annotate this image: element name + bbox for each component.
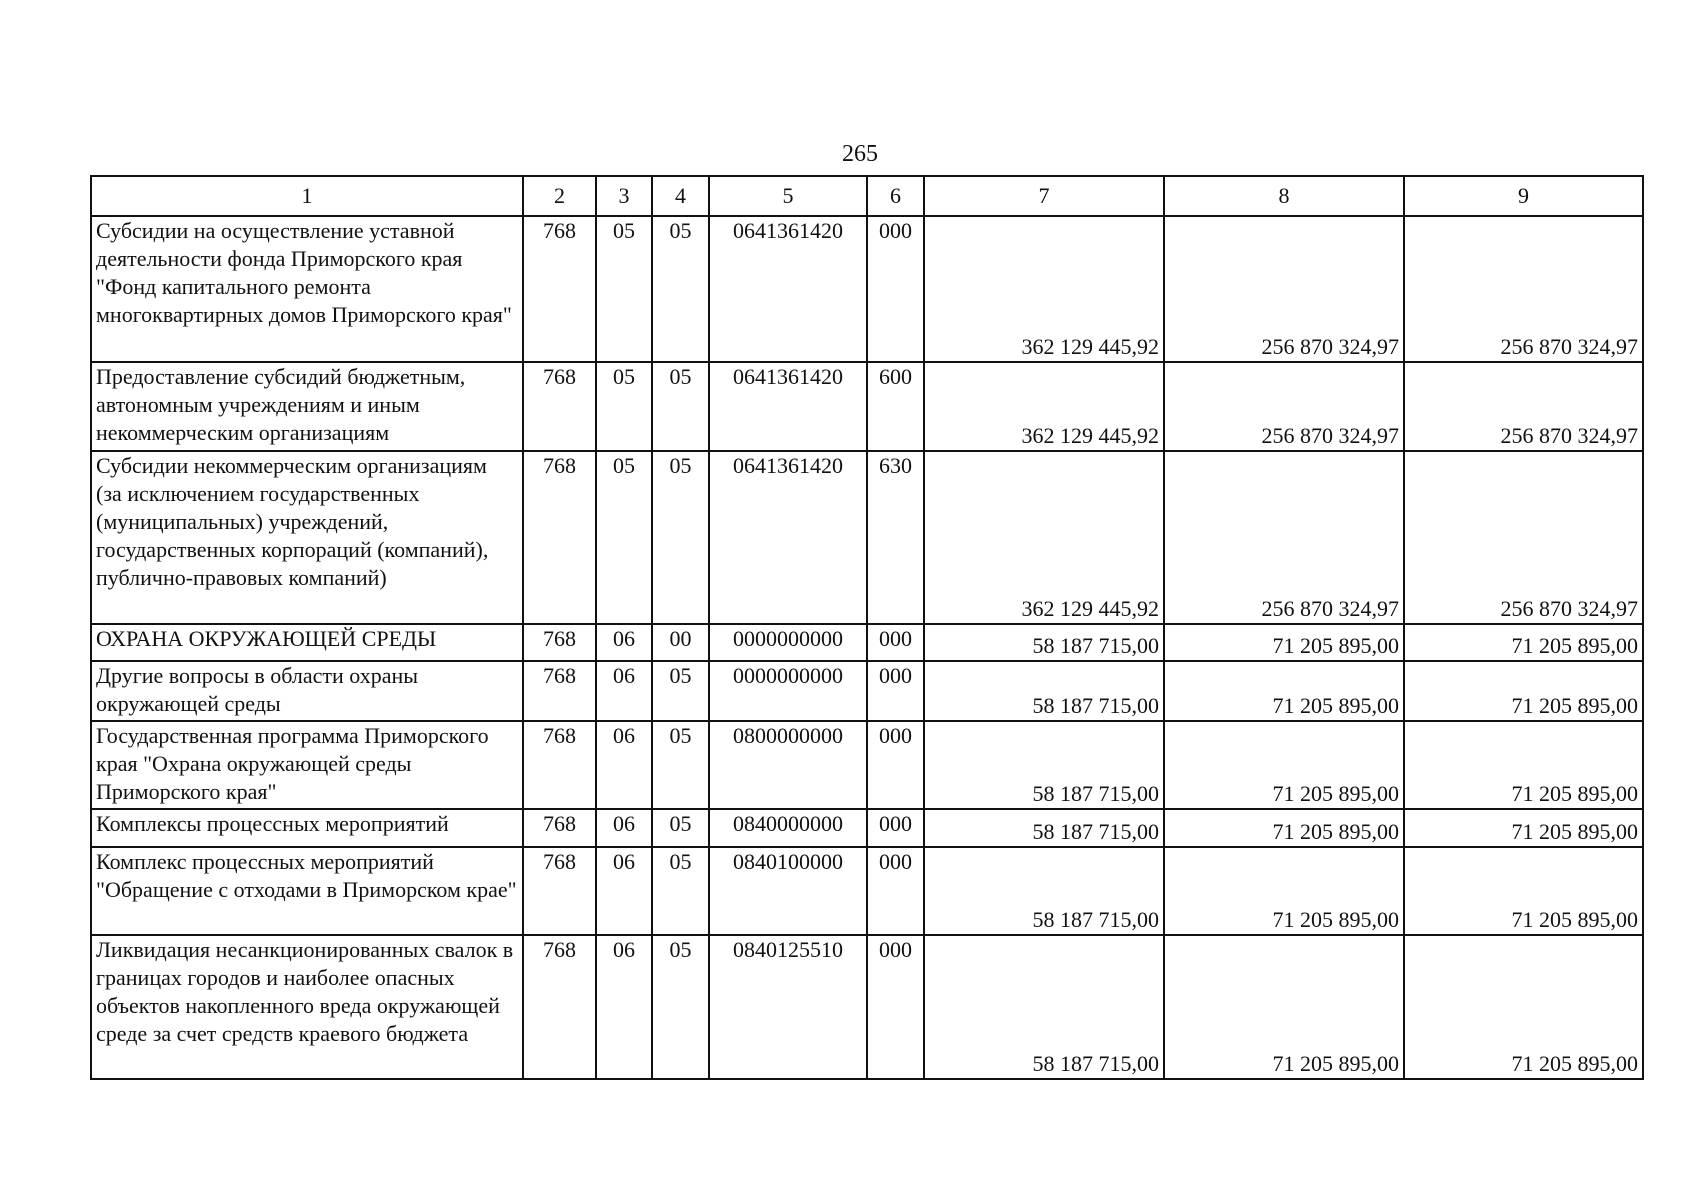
row-expense-type-code: 600	[867, 362, 924, 451]
row-amount-col7: 362 129 445,92	[924, 451, 1164, 624]
row-ministry-code: 768	[523, 935, 596, 1079]
row-amount-col8: 71 205 895,00	[1164, 624, 1404, 661]
row-name: Государственная программа Приморского края "Охрана окружающей среды Приморского края"	[91, 721, 523, 809]
row-amount-col9: 71 205 895,00	[1404, 809, 1643, 847]
table-row	[91, 216, 1643, 362]
column-header-3: 3	[596, 176, 652, 216]
row-expense-type-code: 000	[867, 661, 924, 721]
row-section-code: 05	[596, 216, 652, 362]
row-name: Ликвидация несанкционированных свалок в границах городов и наиболее опасных объектов накопленного вреда окружающей среде за счет средств краевого бюджета	[91, 935, 523, 1079]
row-amount-col7: 362 129 445,92	[924, 362, 1164, 451]
row-section-code: 05	[596, 451, 652, 624]
row-ministry-code: 768	[523, 661, 596, 721]
row-amount-col9: 71 205 895,00	[1404, 847, 1643, 935]
row-subsection-code: 00	[652, 624, 709, 661]
row-expense-type-code: 000	[867, 847, 924, 935]
row-expense-type-code: 000	[867, 216, 924, 362]
column-header-5: 5	[709, 176, 867, 216]
row-subsection-code: 05	[652, 721, 709, 809]
column-header-6: 6	[867, 176, 924, 216]
row-amount-col9: 71 205 895,00	[1404, 721, 1643, 809]
row-name: Субсидии на осуществление уставной деятельности фонда Приморского края "Фонд капитального ремонта многоквартирных домов Приморского края"	[91, 216, 523, 362]
row-amount-col7: 58 187 715,00	[924, 721, 1164, 809]
row-amount-col8: 256 870 324,97	[1164, 451, 1404, 624]
budget-table	[90, 175, 1644, 1080]
row-name: Субсидии некоммерческим организациям (за исключением государственных (муниципальных) учреждений, государственных корпораций (компаний), публично-правовых компаний)	[91, 451, 523, 624]
row-amount-col7: 58 187 715,00	[924, 661, 1164, 721]
table-row	[91, 451, 1643, 624]
row-section-code: 06	[596, 661, 652, 721]
column-header-9: 9	[1404, 176, 1643, 216]
table-row	[91, 935, 1643, 1079]
row-subsection-code: 05	[652, 809, 709, 847]
row-section-code: 06	[596, 809, 652, 847]
table-row	[91, 721, 1643, 809]
row-amount-col9: 71 205 895,00	[1404, 624, 1643, 661]
row-ministry-code: 768	[523, 624, 596, 661]
row-name: Предоставление субсидий бюджетным, автономным учреждениям и иным некоммерческим организациям	[91, 362, 523, 451]
row-section-code: 06	[596, 847, 652, 935]
row-amount-col9: 256 870 324,97	[1404, 362, 1643, 451]
row-amount-col7: 58 187 715,00	[924, 624, 1164, 661]
row-ministry-code: 768	[523, 451, 596, 624]
row-expense-type-code: 000	[867, 721, 924, 809]
row-amount-col7: 362 129 445,92	[924, 216, 1164, 362]
row-amount-col8: 71 205 895,00	[1164, 847, 1404, 935]
row-target-code: 0800000000	[709, 721, 867, 809]
row-section-code: 06	[596, 721, 652, 809]
row-amount-col8: 71 205 895,00	[1164, 661, 1404, 721]
row-amount-col9: 256 870 324,97	[1404, 216, 1643, 362]
column-header-7: 7	[924, 176, 1164, 216]
row-subsection-code: 05	[652, 935, 709, 1079]
row-amount-col7: 58 187 715,00	[924, 847, 1164, 935]
row-target-code: 0641361420	[709, 216, 867, 362]
row-subsection-code: 05	[652, 847, 709, 935]
row-section-code: 05	[596, 362, 652, 451]
row-amount-col7: 58 187 715,00	[924, 809, 1164, 847]
column-header-8: 8	[1164, 176, 1404, 216]
row-name: Комплексы процессных мероприятий	[91, 809, 523, 847]
row-subsection-code: 05	[652, 216, 709, 362]
row-amount-col9: 256 870 324,97	[1404, 451, 1643, 624]
row-ministry-code: 768	[523, 809, 596, 847]
row-amount-col8: 71 205 895,00	[1164, 721, 1404, 809]
row-section-code: 06	[596, 624, 652, 661]
row-name: Комплекс процессных мероприятий "Обращение с отходами в Приморском крае"	[91, 847, 523, 935]
row-target-code: 0000000000	[709, 624, 867, 661]
row-ministry-code: 768	[523, 362, 596, 451]
table-row	[91, 624, 1643, 661]
table-row	[91, 661, 1643, 721]
row-amount-col9: 71 205 895,00	[1404, 935, 1643, 1079]
row-target-code: 0840100000	[709, 847, 867, 935]
row-ministry-code: 768	[523, 216, 596, 362]
row-target-code: 0840000000	[709, 809, 867, 847]
row-target-code: 0000000000	[709, 661, 867, 721]
header-row	[91, 176, 1643, 216]
row-amount-col8: 71 205 895,00	[1164, 935, 1404, 1079]
table-row	[91, 362, 1643, 451]
row-ministry-code: 768	[523, 847, 596, 935]
table-row	[91, 809, 1643, 847]
row-amount-col8: 256 870 324,97	[1164, 216, 1404, 362]
row-target-code: 0641361420	[709, 451, 867, 624]
table-row	[91, 847, 1643, 935]
row-subsection-code: 05	[652, 661, 709, 721]
row-target-code: 0840125510	[709, 935, 867, 1079]
row-expense-type-code: 630	[867, 451, 924, 624]
page-number: 265	[842, 141, 878, 167]
row-section-code: 06	[596, 935, 652, 1079]
row-amount-col9: 71 205 895,00	[1404, 661, 1643, 721]
row-name: ОХРАНА ОКРУЖАЮЩЕЙ СРЕДЫ	[91, 624, 523, 661]
row-ministry-code: 768	[523, 721, 596, 809]
column-header-2: 2	[523, 176, 596, 216]
column-header-4: 4	[652, 176, 709, 216]
row-amount-col8: 71 205 895,00	[1164, 809, 1404, 847]
row-subsection-code: 05	[652, 362, 709, 451]
row-target-code: 0641361420	[709, 362, 867, 451]
column-header-1: 1	[91, 176, 523, 216]
row-expense-type-code: 000	[867, 809, 924, 847]
row-name: Другие вопросы в области охраны окружающей среды	[91, 661, 523, 721]
row-amount-col7: 58 187 715,00	[924, 935, 1164, 1079]
row-expense-type-code: 000	[867, 624, 924, 661]
row-subsection-code: 05	[652, 451, 709, 624]
row-expense-type-code: 000	[867, 935, 924, 1079]
row-amount-col8: 256 870 324,97	[1164, 362, 1404, 451]
